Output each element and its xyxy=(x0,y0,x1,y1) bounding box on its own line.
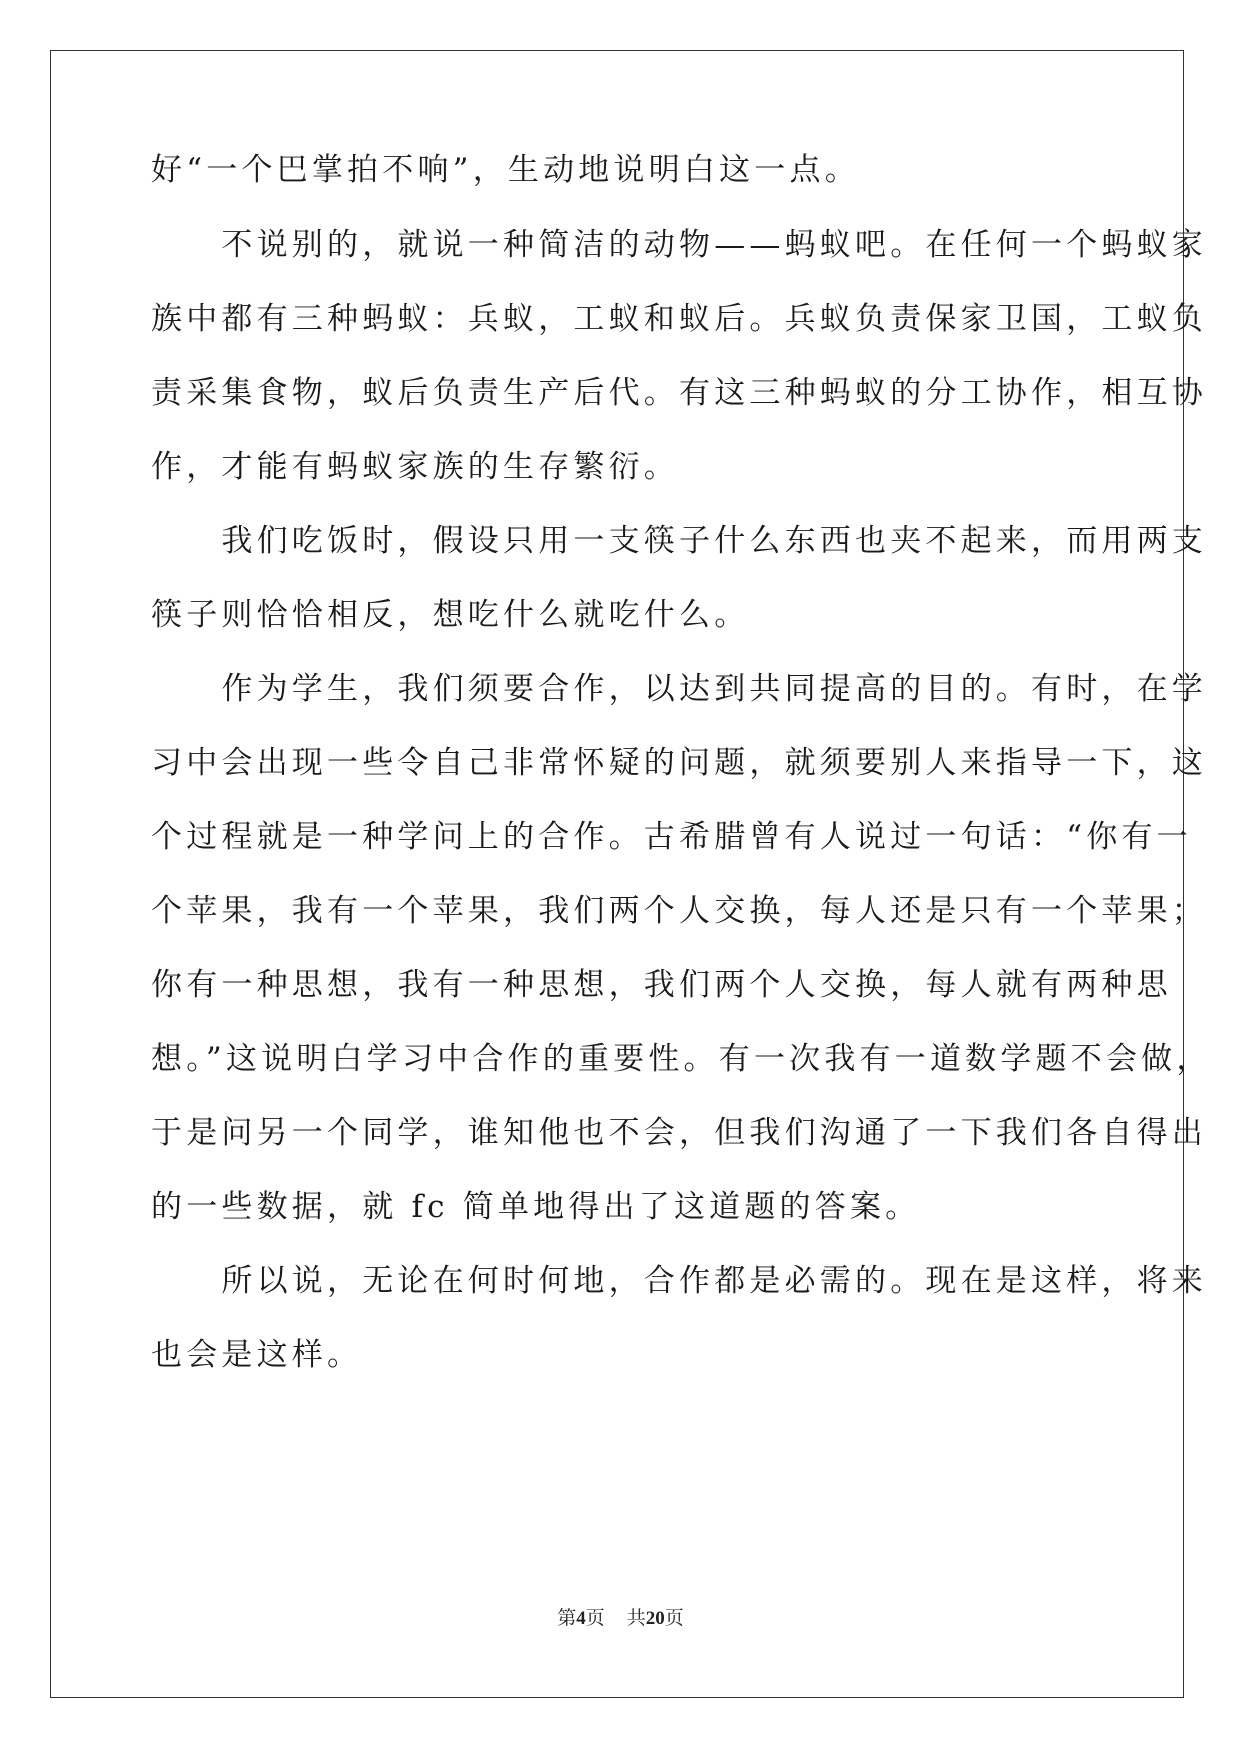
text-line: 不说别的，就说一种简洁的动物——蚂蚁吧。在任何一个蚂蚁家 xyxy=(151,227,1207,263)
text-line: 个过程就是一种学问上的合作。古希腊曾有人说过一句话：“你有一 xyxy=(151,819,1192,855)
text-line: 筷子则恰恰相反，想吃什么就吃什么。 xyxy=(151,597,750,633)
text-line: 好“一个巴掌拍不响”，生动地说明白这一点。 xyxy=(151,152,860,188)
text-line: 我们吃饭时，假设只用一支筷子什么东西也夹不起来，而用两支 xyxy=(151,523,1207,559)
footer-page-suffix: 页 xyxy=(585,1608,605,1629)
total-pages-number: 20 xyxy=(645,1608,665,1629)
text-line: 所以说，无论在何时何地，合作都是必需的。现在是这样，将来 xyxy=(151,1263,1207,1299)
text-line: 作，才能有蚂蚁家族的生存繁衍。 xyxy=(151,449,679,485)
text-line: 作为学生，我们须要合作，以达到共同提高的目的。有时，在学 xyxy=(151,671,1207,707)
text-line: 的一些数据，就 fc 简单地得出了这道题的答案。 xyxy=(151,1189,921,1225)
text-line: 责采集食物，蚁后负责生产后代。有这三种蚂蚁的分工协作，相互协 xyxy=(151,375,1207,411)
text-line: 个苹果，我有一个苹果，我们两个人交换，每人还是只有一个苹果； xyxy=(151,893,1207,929)
page-border xyxy=(50,50,1184,1698)
footer-total-suffix: 页 xyxy=(664,1608,684,1629)
text-line: 想。”这说明白学习中合作的重要性。有一次我有一道数学题不会做， xyxy=(151,1041,1212,1077)
footer-prefix: 第 xyxy=(557,1608,577,1629)
text-line: 你有一种思想，我有一种思想，我们两个人交换，每人就有两种思 xyxy=(151,967,1172,1003)
text-line: 族中都有三种蚂蚁：兵蚁，工蚁和蚁后。兵蚁负责保家卫国，工蚁负 xyxy=(151,301,1207,337)
text-line: 也会是这样。 xyxy=(151,1337,363,1373)
footer-total-prefix: 共 xyxy=(626,1608,646,1629)
current-page-number: 4 xyxy=(576,1608,586,1629)
page-footer xyxy=(0,1603,1241,1630)
text-line: 于是问另一个同学，谁知他也不会，但我们沟通了一下我们各自得出 xyxy=(151,1115,1207,1151)
text-line: 习中会出现一些令自己非常怀疑的问题，就须要别人来指导一下，这 xyxy=(151,745,1207,781)
